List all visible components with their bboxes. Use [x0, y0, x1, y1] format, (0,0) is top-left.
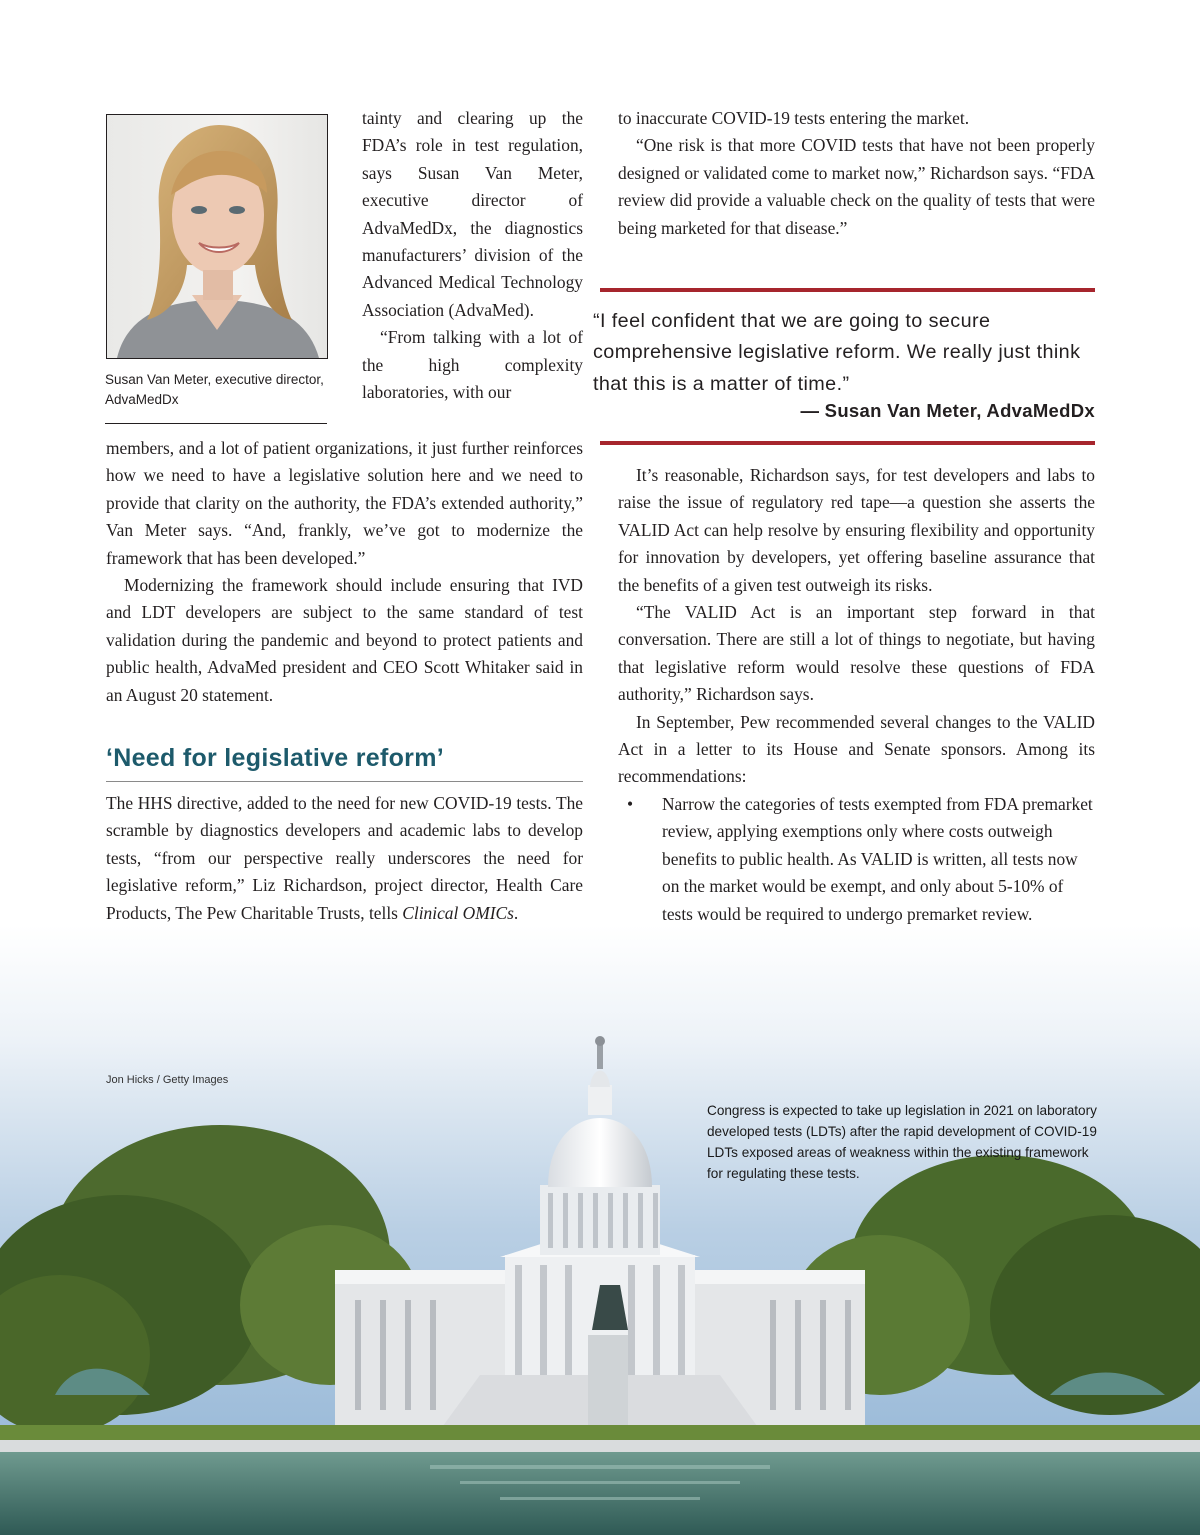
capitol-building-illustration	[0, 925, 1200, 1535]
recommendations-list	[618, 791, 1095, 928]
section-heading: ‘Need for legislative reform’	[106, 744, 444, 772]
photo-caption: Susan Van Meter, executive director, AdvaMedDx	[105, 372, 324, 407]
right-paragraph-1: to inaccurate COVID-19 tests entering the market.	[618, 108, 970, 128]
right2-paragraph-1: It’s reasonable, Richardson says, for test developers and labs to raise the issue of regulatory red tape—a question she asserts the VALID Act can help resolve by ensuring flexibility and opportunity for innovation by developers, yet offering baseline assurance that the benefits of a given test outweigh its risks.	[618, 465, 1095, 595]
right-column	[618, 105, 1095, 242]
right-column-2	[618, 462, 1095, 928]
photo-credit: Jon Hicks / Getty Images	[106, 1074, 229, 1086]
image-caption: Congress is expected to take up legislation in 2021 on laboratory developed tests (LDTs) after the rapid development of COVID-19 LDTs exposed areas of weakness within the existing framework for regulating these tests.	[707, 1103, 1097, 1181]
right-paragraph-2: “One risk is that more COVID tests that have not been properly designed or validated come to market now,” Richardson says. “FDA review did provide a valuable check on the quality of tests that were being marketed for that disease.”	[618, 135, 1095, 238]
left2-paragraph-1	[106, 790, 583, 927]
publication-name: Clinical OMICs	[402, 902, 514, 923]
portrait-illustration	[107, 115, 327, 358]
caption-divider	[105, 423, 327, 424]
heading-rule	[106, 781, 583, 782]
pull-quote-text: “I feel confident that we are going to secure comprehensive legislative reform. We really just think that this is a matter of time.”	[593, 310, 1081, 395]
left-paragraph-1: members, and a lot of patient organizations, it just further reinforces how we need to have a legislative solution here and we need to provide that clarity on the authority, the FDA’s extended authority,” Van Meter says. “And, frankly, we’ve got to modernize the framework that has been developed.”	[106, 438, 583, 568]
narrow-paragraph-2: “From talking with a lot of the high complexity laboratories, with our	[362, 327, 583, 403]
portrait-photo	[106, 114, 328, 359]
left2-p1-text: The HHS directive, added to the need for new COVID-19 tests. The scramble by diagnostics developers and academic labs to develop tests, “from our perspective really underscores the need for legislative reform,” Liz Richardson, project director, Health Care Products, The Pew Charitable Trusts, tells	[106, 793, 583, 923]
right2-paragraph-3: In September, Pew recommended several changes to the VALID Act in a letter to its House and Senate sponsors. Among its recommendations:	[618, 711, 1095, 787]
pull-quote-bottom-rule	[600, 441, 1095, 445]
narrow-column	[362, 105, 583, 406]
right2-paragraph-2: “The VALID Act is an important step forward in that conversation. There are still a lot of things to negotiate, but having that legislative reform would resolve these questions of FDA authority,” Richardson says.	[618, 602, 1095, 705]
left-paragraph-2: Modernizing the framework should include ensuring that IVD and LDT developers are subject to the same standard of test validation during the pandemic and beyond to protect patients and public health, AdvaMed president and CEO Scott Whitaker said in an August 20 statement.	[106, 575, 583, 705]
list-item: • Narrow the categories of tests exempted from FDA premarket review, applying exemptions only where costs outweigh benefits to public health. As VALID is written, all tests now on the market would be exempt, and only about 5-10% of tests would be required to undergo premarket review.	[618, 791, 1095, 928]
left-column	[106, 435, 583, 709]
left2-p1-end: .	[513, 902, 519, 923]
pull-quote-top-rule	[600, 288, 1095, 292]
pull-quote-attribution: — Susan Van Meter, AdvaMedDx	[800, 400, 1095, 421]
narrow-paragraph-1: tainty and clearing up the FDA’s role in test regulation, says Susan Van Meter, executive director of AdvaMedDx, the diagnostics manufacturers’ division of the Advanced Medical Technology Association (AdvaMed).	[362, 108, 583, 320]
